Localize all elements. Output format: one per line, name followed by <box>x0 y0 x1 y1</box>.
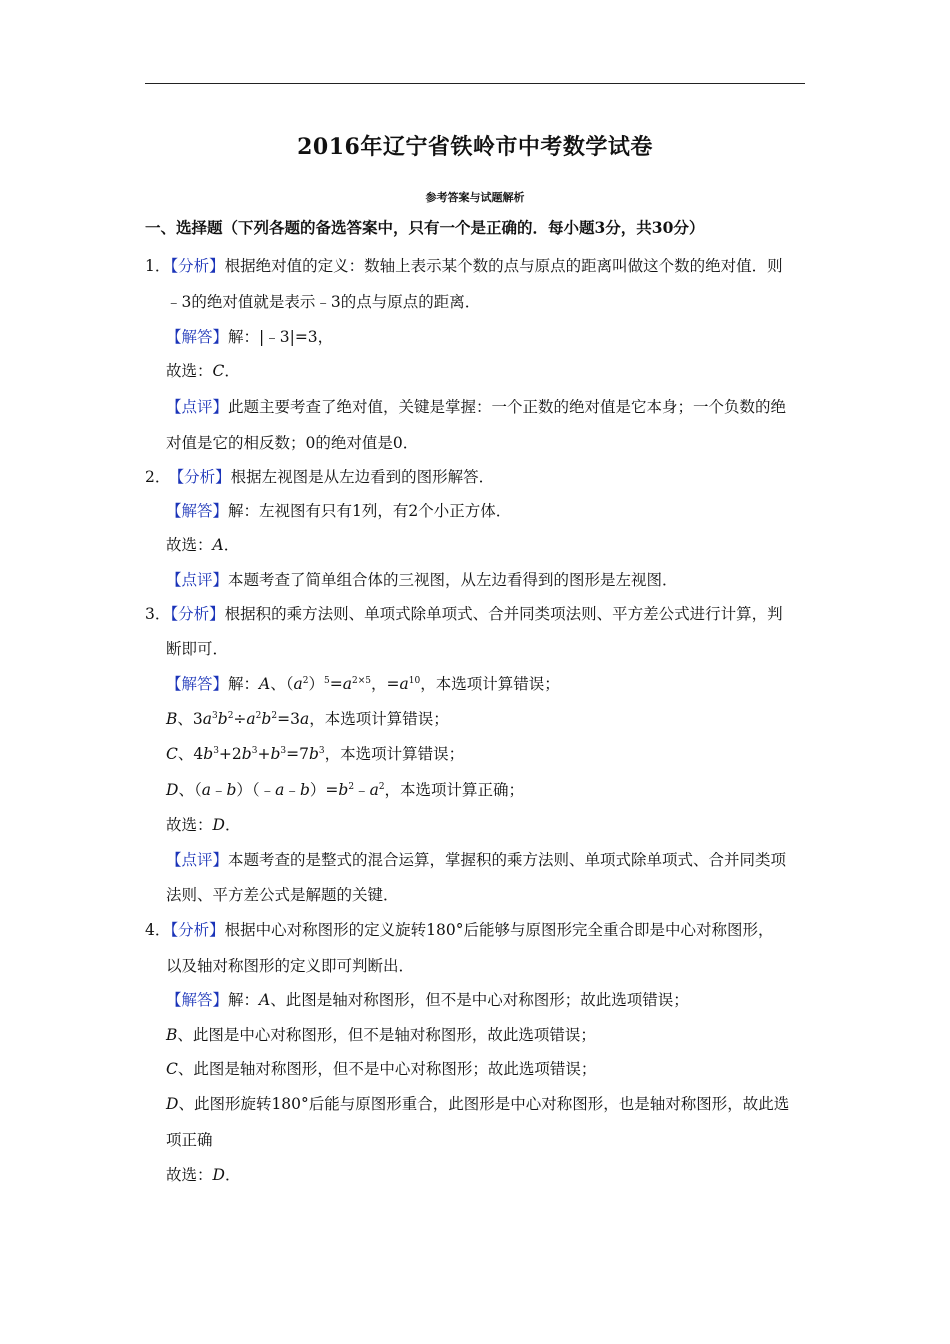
math-var: a <box>202 710 213 728</box>
math-var: a <box>201 781 211 799</box>
math-var: b <box>261 710 272 728</box>
math-exp: 3 <box>251 746 258 756</box>
page-subtitle: 参考答案与试题解析 <box>425 191 525 204</box>
q2-answer <box>166 501 511 521</box>
q3-number: 3． <box>145 605 171 623</box>
math-var: b <box>338 781 349 799</box>
math-text: ÷ <box>233 710 247 728</box>
math-text: ）= <box>309 781 339 799</box>
option-letter: D <box>166 1095 179 1113</box>
math-text: ，= <box>370 675 400 693</box>
math-text: =7 <box>286 745 309 763</box>
math-var: a <box>342 675 352 693</box>
choice-end: ． <box>223 536 240 554</box>
math-var: B <box>166 710 178 728</box>
choice-prefix: 故选： <box>166 362 213 380</box>
math-exp: 10 <box>408 676 421 686</box>
q1-analysis-line-1 <box>145 256 783 276</box>
page-title: 2016年辽宁省铁岭市中考数学试卷 <box>297 134 653 160</box>
q3-answer-a <box>166 674 560 694</box>
math-var: a <box>293 675 303 693</box>
math-var: a <box>399 675 409 693</box>
math-var: b <box>203 745 214 763</box>
math-var: b <box>308 745 319 763</box>
q1-analysis-text: 根据绝对值的定义：数轴上表示某个数的点与原点的距离叫做这个数的绝对值．则 <box>224 257 783 275</box>
math-text: 、（ <box>178 781 202 799</box>
math-exp: 5 <box>324 676 330 686</box>
math-var: a <box>275 781 285 799</box>
choice-prefix: 故选： <box>166 536 213 554</box>
section-heading: 一、选择题（下列各题的备选答案中，只有一个是正确的．每小题3分，共30分） <box>145 218 705 237</box>
q1-comment-text: 此题主要考查了绝对值，关键是掌握：一个正数的绝对值是它本身；一个负数的绝 <box>228 398 787 416</box>
choice-end: ． <box>224 1166 241 1184</box>
option-letter: A <box>259 991 271 1009</box>
math-text: ） <box>308 675 324 693</box>
q4-analysis-line-2: 以及轴对称图形的定义即可判断出． <box>166 957 415 975</box>
math-var: a <box>299 710 310 728</box>
q4-answer-c-text: 、此图是轴对称图形，但不是中心对称图形；故此选项错误； <box>177 1060 597 1078</box>
analysis-tag: 【分析】 <box>170 605 225 623</box>
choice-end: ． <box>224 816 241 834</box>
option-letter: B <box>166 1026 178 1044</box>
math-exp: 2 <box>302 676 309 686</box>
q4-answer-a <box>166 990 689 1010</box>
q2-analysis-text: 根据左视图是从左边看到的图形解答． <box>230 468 495 486</box>
q2-answer-text: 解：左视图有只有1列，有2个小正方体． <box>228 502 512 520</box>
math-var: D <box>166 781 179 799</box>
q4-answer-d-line-1 <box>166 1094 789 1114</box>
math-text: ﹣ <box>354 781 370 799</box>
q4-analysis-line-1 <box>145 920 773 940</box>
q2-number: 2． <box>145 468 171 486</box>
math-text: 、3 <box>177 710 203 728</box>
math-var: b <box>226 781 237 799</box>
q1-number: 1． <box>145 257 171 275</box>
math-text: ﹣ <box>284 781 300 799</box>
math-exp: 2×5 <box>351 676 371 686</box>
math-exp: 2 <box>348 782 355 792</box>
q1-choice-letter: C <box>212 362 225 380</box>
q3-answer-b <box>166 709 449 729</box>
choice-prefix: 故选： <box>166 816 213 834</box>
q3-choice-letter: D <box>212 816 225 834</box>
q4-answer-b <box>166 1025 596 1045</box>
math-text: ，本选项计算错误； <box>309 710 449 728</box>
q3-comment-line-1 <box>166 850 786 870</box>
math-exp: 3 <box>318 746 325 756</box>
math-exp: 3 <box>280 746 287 756</box>
answer-tag: 【解答】 <box>166 991 229 1009</box>
q3-choice <box>166 815 240 835</box>
q1-answer-text: 解：|﹣3|=3， <box>228 328 334 346</box>
math-exp: 2 <box>271 711 278 721</box>
math-exp: 2 <box>227 711 234 721</box>
math-var: A <box>259 675 271 693</box>
header-rule <box>145 83 805 84</box>
math-exp: 2 <box>378 782 385 792</box>
choice-end: ． <box>224 362 240 380</box>
math-text: ，本选项计算错误； <box>324 745 465 763</box>
q4-analysis-text: 根据中心对称图形的定义旋转180°后能够与原图形完全重合即是中心对称图形， <box>224 921 774 939</box>
q2-choice-letter: A <box>212 536 224 554</box>
math-text: = <box>329 675 343 693</box>
math-var: a <box>246 710 256 728</box>
math-exp: 3 <box>212 711 218 721</box>
analysis-tag: 【分析】 <box>170 257 225 275</box>
q4-choice-letter: D <box>212 1166 225 1184</box>
comment-tag: 【点评】 <box>166 571 229 589</box>
q2-analysis <box>145 467 494 487</box>
q1-analysis-line-2: ﹣3的绝对值就是表示﹣3的点与原点的距离． <box>166 293 481 311</box>
analysis-tag: 【分析】 <box>176 468 231 486</box>
q3-answer-c <box>166 744 464 764</box>
q1-comment-line-2: 对值是它的相反数；0的绝对值是0． <box>166 434 419 452</box>
q3-analysis-text: 根据积的乘方法则、单项式除单项式、合并同类项法则、平方差公式进行计算，判 <box>224 605 783 623</box>
q3-comment-line-2: 法则、平方差公式是解题的关键． <box>166 886 399 904</box>
answer-tag: 【解答】 <box>166 675 229 693</box>
comment-tag: 【点评】 <box>166 851 229 869</box>
math-exp: 2 <box>255 711 262 721</box>
choice-prefix: 故选： <box>166 1166 213 1184</box>
q1-choice <box>166 361 240 381</box>
math-text: 、（ <box>270 675 294 693</box>
q3-answer-d <box>166 780 524 800</box>
math-text: ，本选项计算错误； <box>420 675 560 693</box>
q4-answer-a-text: 、此图是轴对称图形，但不是中心对称图形；故此选项错误； <box>270 991 689 1009</box>
option-letter: C <box>166 1060 178 1078</box>
q4-answer-d-line-2: 项正确 <box>166 1131 213 1149</box>
q4-choice <box>166 1165 240 1185</box>
answer-tag: 【解答】 <box>166 502 229 520</box>
analysis-tag: 【分析】 <box>170 921 225 939</box>
math-var: b <box>241 745 252 763</box>
q4-answer-c <box>166 1059 596 1079</box>
q4-number: 4． <box>145 921 171 939</box>
answer-tag: 【解答】 <box>166 328 229 346</box>
math-var: a <box>369 781 379 799</box>
q4-answer-d-text: 、此图形旋转180°后能与原图形重合，此图形是中心对称图形，也是轴对称图形，故此选 <box>178 1095 790 1113</box>
math-var: b <box>217 710 228 728</box>
math-text: ，本选项计算正确； <box>384 781 525 799</box>
math-text: ）（﹣ <box>236 781 276 799</box>
q2-comment <box>166 570 678 590</box>
math-text: ﹣ <box>210 781 227 799</box>
q3-comment-text: 本题考查的是整式的混合运算，掌握积的乘方法则、单项式除单项式、合并同类项 <box>228 851 787 869</box>
math-var: C <box>166 745 178 763</box>
q1-answer <box>166 327 333 347</box>
q1-comment-line-1 <box>166 397 786 417</box>
math-text: 、4 <box>177 745 204 763</box>
q2-choice <box>166 535 239 555</box>
math-text: =3 <box>277 710 300 728</box>
math-var: b <box>299 781 310 799</box>
math-text: 解： <box>228 675 260 693</box>
q3-analysis-line-2: 断即可． <box>166 640 229 658</box>
math-var: b <box>270 745 281 763</box>
math-text: + <box>257 745 271 763</box>
math-text: 解： <box>228 991 260 1009</box>
q4-answer-b-text: 、此图是中心对称图形，但不是轴对称图形，故此选项错误； <box>177 1026 596 1044</box>
comment-tag: 【点评】 <box>166 398 229 416</box>
math-text: +2 <box>218 745 242 763</box>
q3-analysis-line-1 <box>145 604 783 624</box>
math-exp: 3 <box>213 746 219 756</box>
q2-comment-text: 本题考查了简单组合体的三视图，从左边看得到的图形是左视图． <box>228 571 678 589</box>
